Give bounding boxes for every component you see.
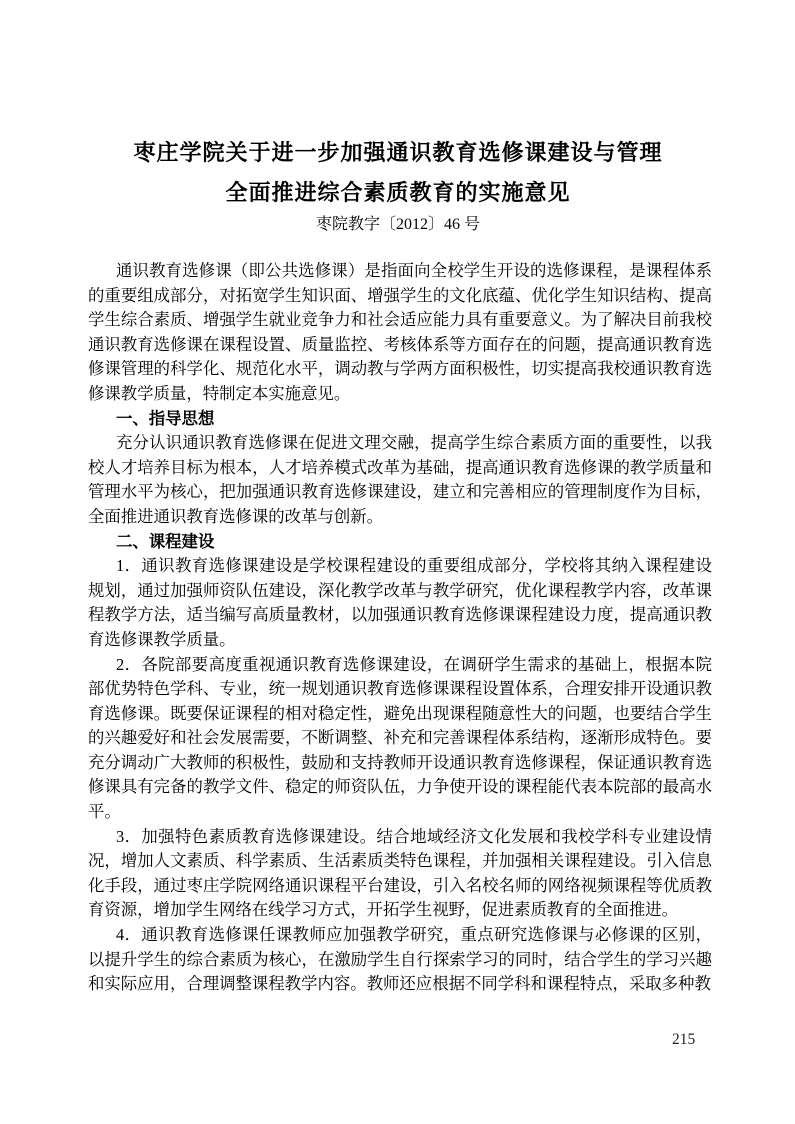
paragraph-item-4: 4．通识教育选修课任课教师应加强教学研究，重点研究选修课与必修课的区别，以提升学生的综合素质为核心，在激励学生自行探索学习的同时，结合学生的学习兴趣和实际应用，合理调整课程教学内容。教师还应根据不同学科和课程特点，采取多种教 (88, 925, 712, 994)
section-heading-2: 二、课程建设 (116, 532, 215, 551)
page-number: 215 (672, 1031, 696, 1048)
document-body (88, 259, 712, 997)
document-title-line-2: 全面推进综合素质教育的实施意见 (225, 180, 571, 205)
section-heading-1: 一、指导思想 (116, 409, 215, 428)
document-title-line-1: 枣庄学院关于进一步加强通识教育选修课建设与管理 (133, 140, 663, 165)
paragraph-guiding-principles: 充分认识通识教育选修课在促进文理交融，提高学生综合素质方面的重要性，以我校人才培养目标为根本，人才培养模式改革为基础，提高通识教育选修课的教学质量和管理水平为核心，把加强通识教育选修课建设，建立和完善相应的管理制度作为目标，全面推进通识教育选修课的改革与创新。 (88, 433, 712, 526)
document-header (86, 133, 710, 236)
document-number: 枣院教字〔2012〕46 号 (315, 216, 480, 233)
paragraph-item-3: 3．加强特色素质教育选修课建设。结合地域经济文化发展和我校学科专业建设情况，增加人文素质、科学素质、生活素质类特色课程，并加强相关课程建设。引入信息化手段，通过枣庄学院网络通识课程平台建设，引入名校名师的网络视频课程等优质教育资源，增加学生网络在线学习方式，开拓学生视野，促进素质教育的全面推进。 (88, 826, 712, 920)
paragraph-item-1: 1．通识教育选修课建设是学校课程建设的重要组成部分，学校将其纳入课程建设规划，通过加强师资队伍建设，深化教学改革与教学研究，优化课程教学内容，改革课程教学方法，适当编写高质量教材，以加强通识教育选修课课程建设力度，提高通识教育选修课教学质量。 (88, 556, 712, 649)
paragraph-item-2: 2．各院部要高度重视通识教育选修课建设，在调研学生需求的基础上，根据本院部优势特色学科、专业，统一规划通识教育选修课课程设置体系，合理安排开设通识教育选修课。既要保证课程的相对稳定性，避免出现课程随意性大的问题，也要结合学生的兴趣爱好和社会发展需要，不断调整、补充和完善课程体系结构，逐渐形成特色。要充分调动广大教师的积极性，鼓励和支持教师开设通识教育选修课程，保证通识教育选修课具有完备的教学文件、稳定的师资队伍，力争使开设的课程能代表本院部的最高水平。 (88, 654, 712, 822)
paragraph-intro: 通识教育选修课（即公共选修课）是指面向全校学生开设的选修课程，是课程体系的重要组成部分，对拓宽学生知识面、增强学生的文化底蕴、优化学生知识结构、提高学生综合素质、增强学生就业竞争力和社会适应能力具有重要意义。为了解决目前我校通识教育选修课在课程设置、质量监控、考核体系等方面存在的问题，提高通识教育选修课管理的科学化、规范化水平，调动教与学两方面积极性，切实提高我校通识教育选修课教学质量，特制定本实施意见。 (88, 261, 712, 403)
